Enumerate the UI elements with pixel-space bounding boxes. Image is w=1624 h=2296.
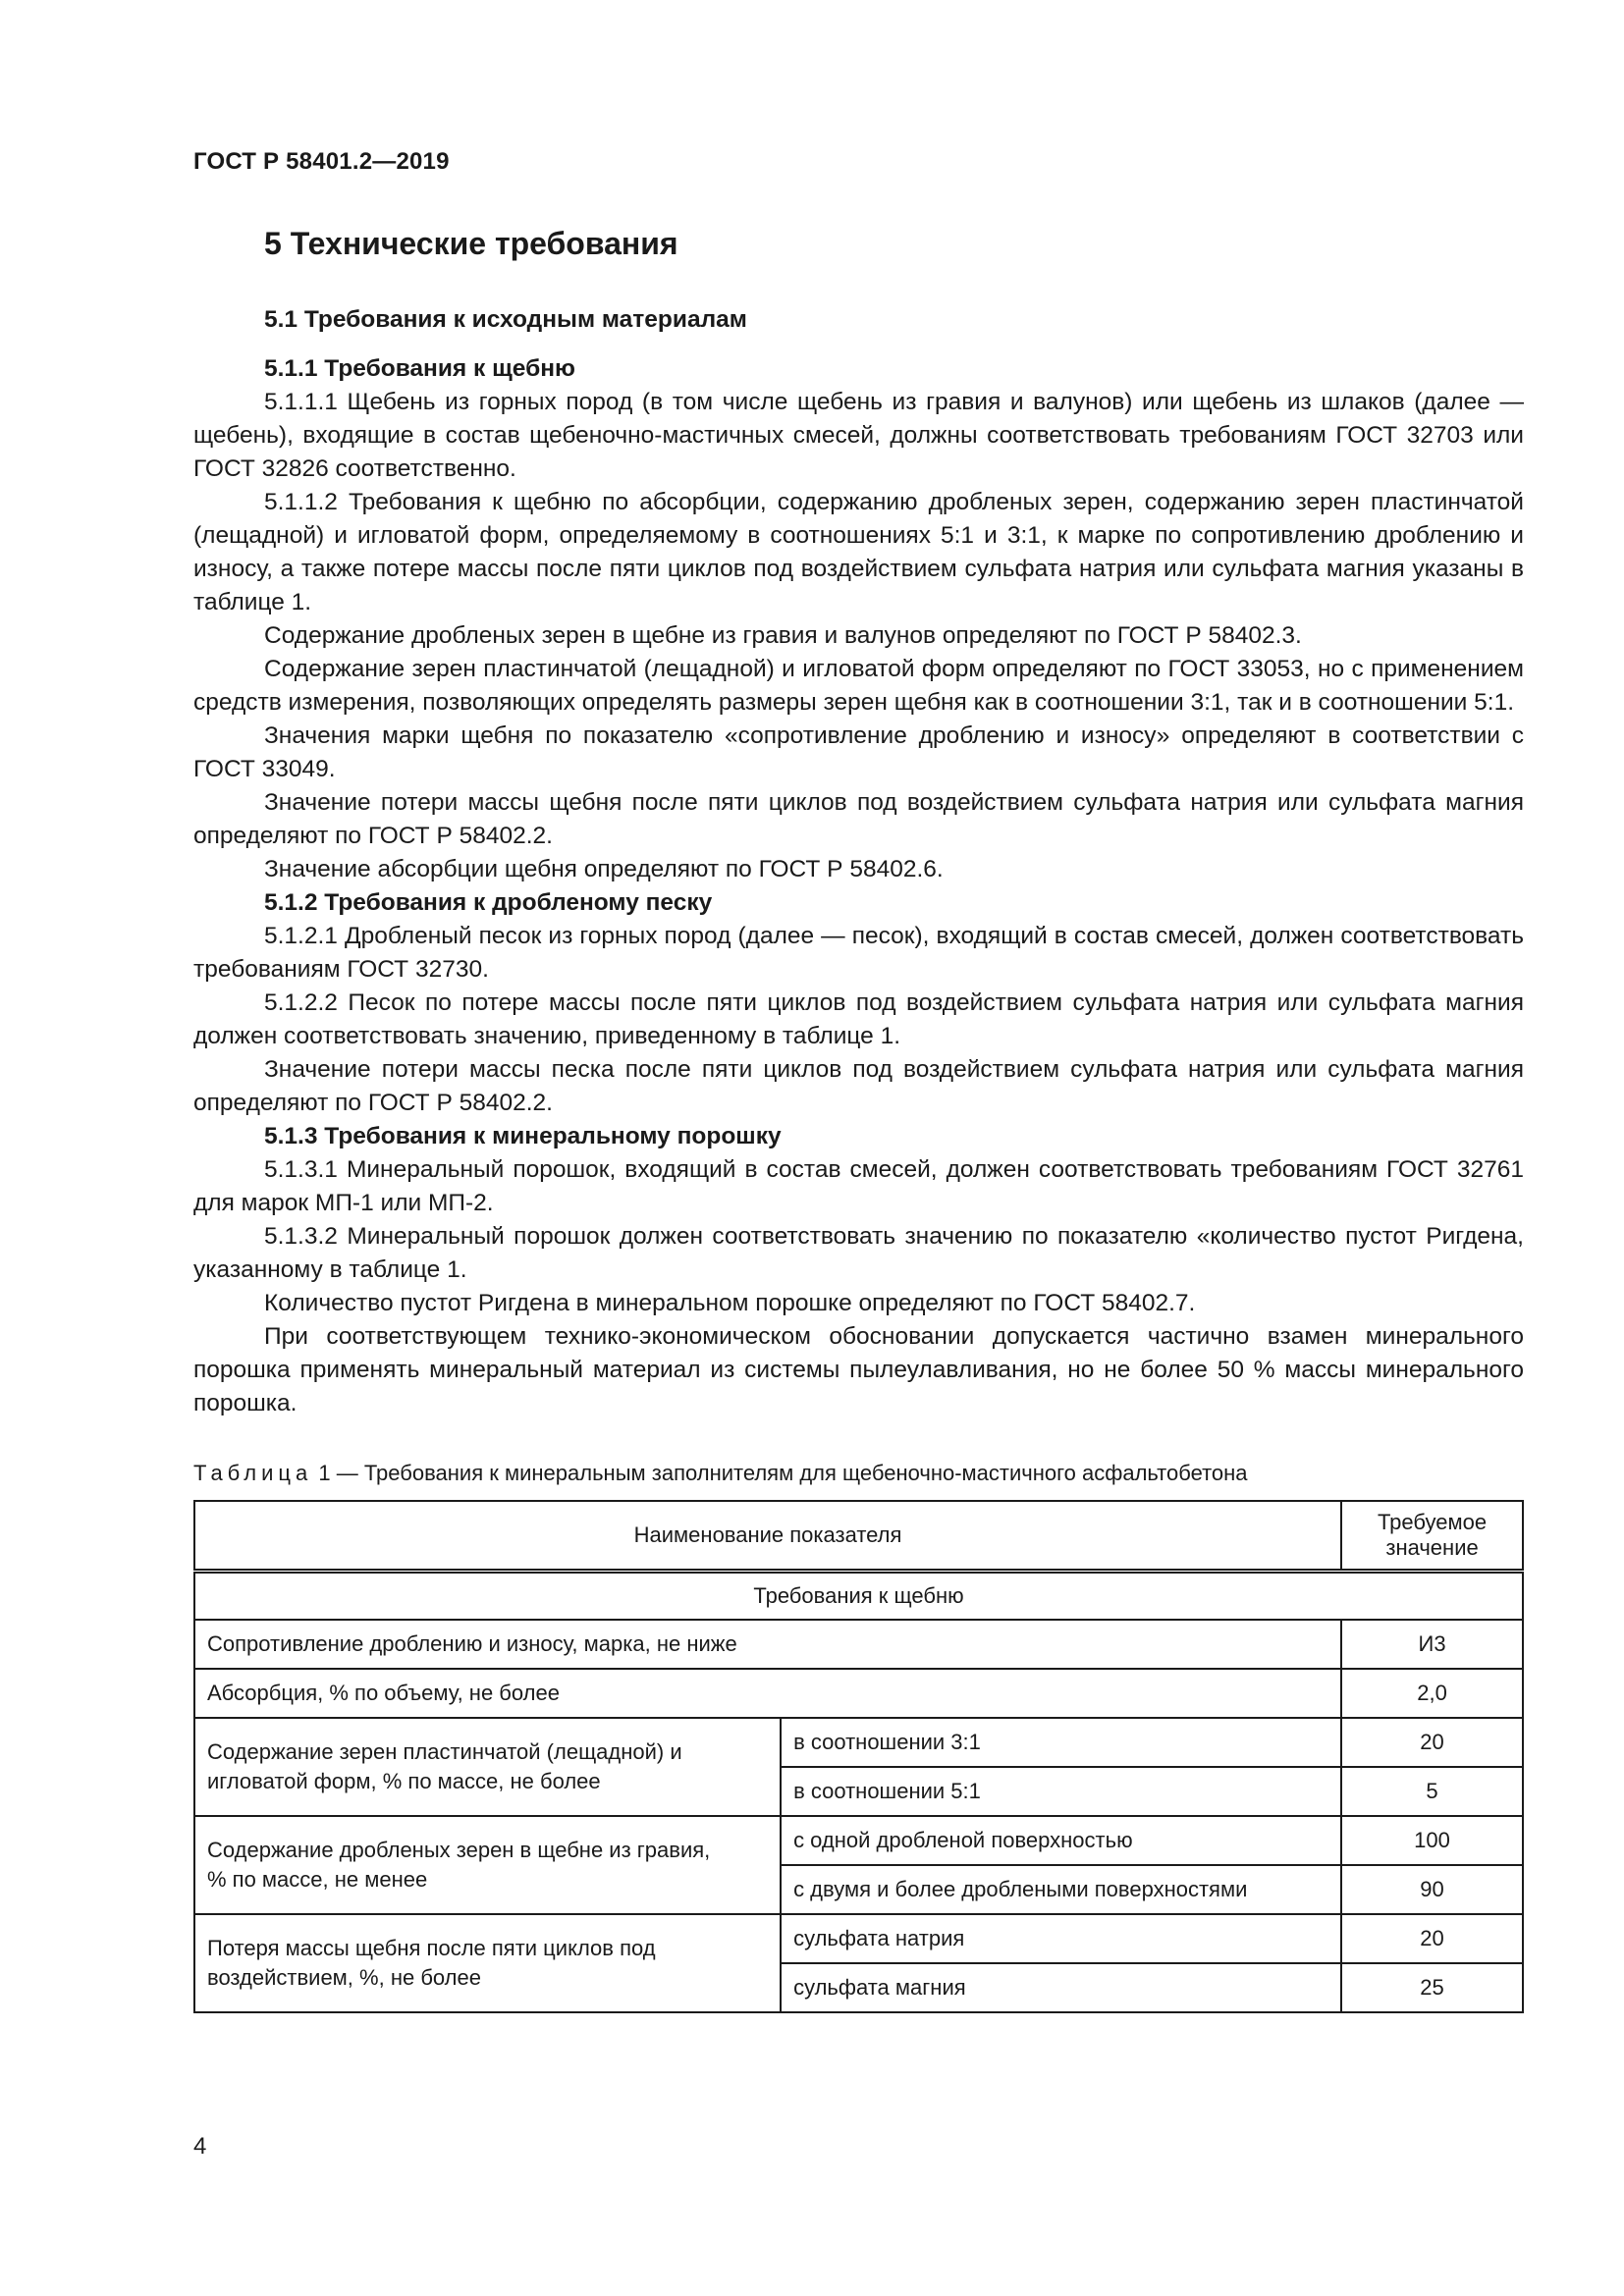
- heading-5-1-3: 5.1.3 Требования к минеральному порошку: [264, 1123, 782, 1149]
- table-caption: [193, 1461, 1248, 1486]
- caption-text: 1 — Требования к минеральным заполнителям для щебеночно-мастичного асфальтобетона: [312, 1461, 1248, 1485]
- paragraph: 5.1.2.1 Дробленый песок из горных пород (далее — песок), входящий в состав смесей, должен соответствовать требованиям ГОСТ 32730.: [193, 923, 1524, 983]
- paragraph: Содержание зерен пластинчатой (лещадной) и игловатой форм определяют по ГОСТ 33053, но с применением средств измерения, позволяющих определять размеры зерен щебня как в соотношении 3:1, так и в соотношении 5:1.: [193, 656, 1524, 716]
- document-header: ГОСТ Р 58401.2—2019: [193, 148, 450, 175]
- header-value: Требуемое значение: [1341, 1501, 1523, 1571]
- row-value: И3: [1341, 1620, 1523, 1669]
- table-row: [194, 1669, 1523, 1718]
- row-label: Сопротивление дроблению и износу, марка, не ниже: [194, 1620, 1341, 1669]
- paragraph: 5.1.1.2 Требования к щебню по абсорбции, содержанию дробленых зерен, содержанию зерен пластинчатой (лещадной) и игловатой форм, определяемому в соотношениях 5:1 и 3:1, к марке по сопротивлению дроблению и износу, а также потере массы после пяти циклов под воздействием сульфата натрия или сульфата магния указаны в таблице 1.: [193, 489, 1524, 615]
- row-value: 20: [1341, 1718, 1523, 1767]
- group-title: Требования к щебню: [194, 1571, 1523, 1620]
- paragraph: Количество пустот Ригдена в минеральном порошке определяют по ГОСТ 58402.7.: [264, 1290, 1196, 1316]
- row-label: Содержание зерен пластинчатой (лещадной) и игловатой форм, % по массе, не более: [194, 1718, 781, 1816]
- row-value: 20: [1341, 1914, 1523, 1963]
- row-sublabel: в соотношении 5:1: [781, 1767, 1341, 1816]
- paragraph: Значение потери массы песка после пяти циклов под воздействием сульфата натрия или сульфата магния определяют по ГОСТ Р 58402.2.: [193, 1056, 1524, 1116]
- row-sublabel: сульфата магния: [781, 1963, 1341, 2012]
- paragraph: 5.1.3.1 Минеральный порошок, входящий в состав смесей, должен соответствовать требованиям ГОСТ 32761 для марок МП-1 или МП-2.: [193, 1156, 1524, 1216]
- paragraph: 5.1.2.2 Песок по потере массы после пяти циклов под воздействием сульфата натрия или сульфата магния должен соответствовать значению, приведенному в таблице 1.: [193, 989, 1524, 1049]
- paragraph: Содержание дробленых зерен в щебне из гравия и валунов определяют по ГОСТ Р 58402.3.: [264, 622, 1302, 649]
- heading-5-1-1: 5.1.1 Требования к щебню: [264, 355, 575, 382]
- table-header-row: [194, 1501, 1523, 1571]
- row-sublabel: с одной дробленой поверхностью: [781, 1816, 1341, 1865]
- row-label: Потеря массы щебня после пяти циклов под воздействием, %, не более: [194, 1914, 781, 2012]
- row-value: 2,0: [1341, 1669, 1523, 1718]
- paragraph: Значения марки щебня по показателю «сопротивление дроблению и износу» определяют в соответствии с ГОСТ 33049.: [193, 722, 1524, 782]
- row-value: 90: [1341, 1865, 1523, 1914]
- row-value: 25: [1341, 1963, 1523, 2012]
- row-sublabel: в соотношении 3:1: [781, 1718, 1341, 1767]
- paragraph: Значение абсорбции щебня определяют по ГОСТ Р 58402.6.: [264, 856, 944, 882]
- body-text: [193, 303, 1524, 1420]
- table-row: [194, 1620, 1523, 1669]
- paragraph: При соответствующем технико-экономическом обосновании допускается частично взамен минерального порошка применять минеральный материал из системы пылеулавливания, но не более 50 % массы минерального порошка.: [193, 1323, 1524, 1416]
- row-label: Абсорбция, % по объему, не более: [194, 1669, 1341, 1718]
- requirements-table: [193, 1500, 1524, 2013]
- page-number: 4: [193, 2133, 207, 2160]
- row-label: Содержание дробленых зерен в щебне из гравия, % по массе, не менее: [194, 1816, 781, 1914]
- section-title: 5 Технические требования: [264, 226, 678, 261]
- caption-word: Таблица: [193, 1461, 313, 1485]
- table-row: [194, 1816, 1523, 1865]
- paragraph: Значение потери массы щебня после пяти циклов под воздействием сульфата натрия или сульфата магния определяют по ГОСТ Р 58402.2.: [193, 789, 1524, 849]
- header-name: Наименование показателя: [194, 1501, 1341, 1571]
- row-sublabel: сульфата натрия: [781, 1914, 1341, 1963]
- heading-5-1-2: 5.1.2 Требования к дробленому песку: [264, 889, 713, 916]
- row-sublabel: с двумя и более дроблеными поверхностями: [781, 1865, 1341, 1914]
- table-row: [194, 1914, 1523, 1963]
- table-row: [194, 1718, 1523, 1767]
- subsection-heading: 5.1 Требования к исходным материалам: [264, 306, 747, 333]
- paragraph: 5.1.3.2 Минеральный порошок должен соответствовать значению по показателю «количество пустот Ригдена, указанному в таблице 1.: [193, 1223, 1524, 1283]
- row-value: 100: [1341, 1816, 1523, 1865]
- row-value: 5: [1341, 1767, 1523, 1816]
- paragraph: 5.1.1.1 Щебень из горных пород (в том числе щебень из гравия и валунов) или щебень из шлаков (далее — щебень), входящие в состав щебеночно-мастичных смесей, должны соответствовать требованиям ГОСТ 32703 или ГОСТ 32826 соответственно.: [193, 389, 1524, 482]
- table-group-row: [194, 1571, 1523, 1620]
